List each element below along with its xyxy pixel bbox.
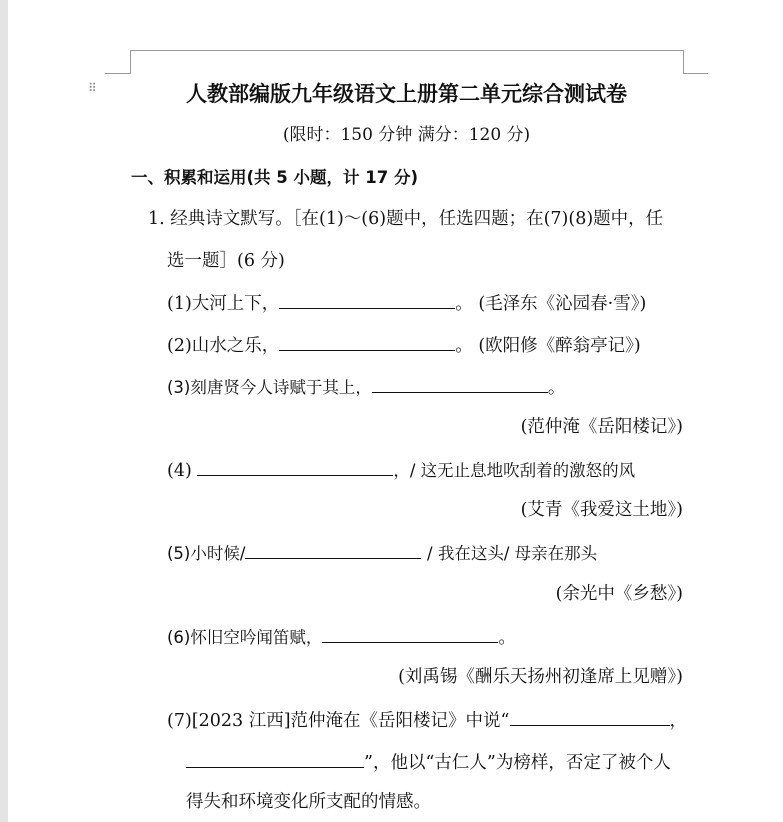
item7-suffix: ， [669, 711, 687, 731]
item3-prefix: (3)刻唐贤今人诗赋于其上， [167, 378, 372, 397]
margin-mark-top-left-v [130, 50, 131, 74]
q1-item5 [167, 540, 597, 566]
q1-item7 [167, 707, 687, 733]
drag-handle-icon[interactable]: ⠿ [88, 81, 98, 95]
margin-mark-top-right-v [683, 50, 684, 74]
item7-line2-suffix: ”，他以“古仁人”为榜样，否定了被个人 [364, 753, 671, 773]
item4-prefix: (4) [167, 461, 198, 481]
item3-blank[interactable] [372, 374, 548, 393]
q1-item1 [167, 290, 646, 316]
item2-prefix: (2)山水之乐， [167, 336, 280, 356]
q1-intro-line1: 1. 经典诗文默写。［在(1)～(6)题中，任选四题；在(7)(8)题中，任 [148, 209, 664, 229]
document-title: 人教部编版九年级语文上册第二单元综合测试卷 [186, 82, 627, 106]
item4-suffix: ，/ 这无止息地吹刮着的激怒的风 [393, 461, 636, 480]
item6-prefix: (6)怀旧空吟闻笛赋， [167, 628, 323, 647]
q1-item2 [167, 332, 641, 358]
item1-blank[interactable] [279, 290, 455, 309]
item3-source: (范仲淹《岳阳楼记》) [520, 417, 683, 437]
q1-item4 [167, 457, 635, 483]
item1-suffix: 。 (毛泽东《沁园春·雪》) [455, 294, 647, 314]
margin-mark-top-right-h [683, 73, 708, 74]
item5-suffix: / 我在这头/ 母亲在那头 [427, 544, 598, 563]
item6-blank[interactable] [322, 624, 498, 643]
q1-item6 [167, 624, 516, 650]
item2-suffix: 。 (欧阳修《醉翁亭记》) [455, 336, 641, 356]
q1-item3 [167, 374, 565, 400]
item6-suffix: 。 [498, 628, 516, 648]
item4-source: (艾青《我爱这土地》) [520, 500, 683, 520]
item7-blank1[interactable] [510, 707, 670, 726]
item3-suffix: 。 [547, 378, 566, 398]
item2-blank[interactable] [279, 332, 455, 351]
margin-mark-top-line [130, 50, 683, 51]
q1-item7-line2 [186, 749, 671, 775]
item5-blank[interactable] [245, 540, 421, 559]
item5-source: (余光中《乡愁》) [555, 584, 683, 604]
item4-blank[interactable] [197, 457, 393, 476]
item1-prefix: (1)大河上下， [167, 294, 280, 314]
q1-intro-line2: 选一题］(6 分) [167, 251, 285, 271]
section-heading [131, 166, 418, 190]
margin-mark-top-left-h [105, 73, 130, 74]
section-heading-text: 一、积累和运用(共 5 小题，计 17 分) [131, 168, 419, 187]
item6-source: (刘禹锡《酬乐天扬州初逢席上见赠》) [398, 667, 683, 687]
item7-blank2[interactable] [186, 749, 364, 768]
document-subtitle: (限时：150 分钟 满分：120 分) [282, 125, 531, 145]
item5-prefix: (5)小时候/ [167, 544, 246, 563]
item7-prefix: (7)[2023 江西]范仲淹在《岳阳楼记》中说“ [167, 711, 510, 731]
q1-item7-line3: 得失和环境变化所支配的情感。 [186, 792, 431, 812]
